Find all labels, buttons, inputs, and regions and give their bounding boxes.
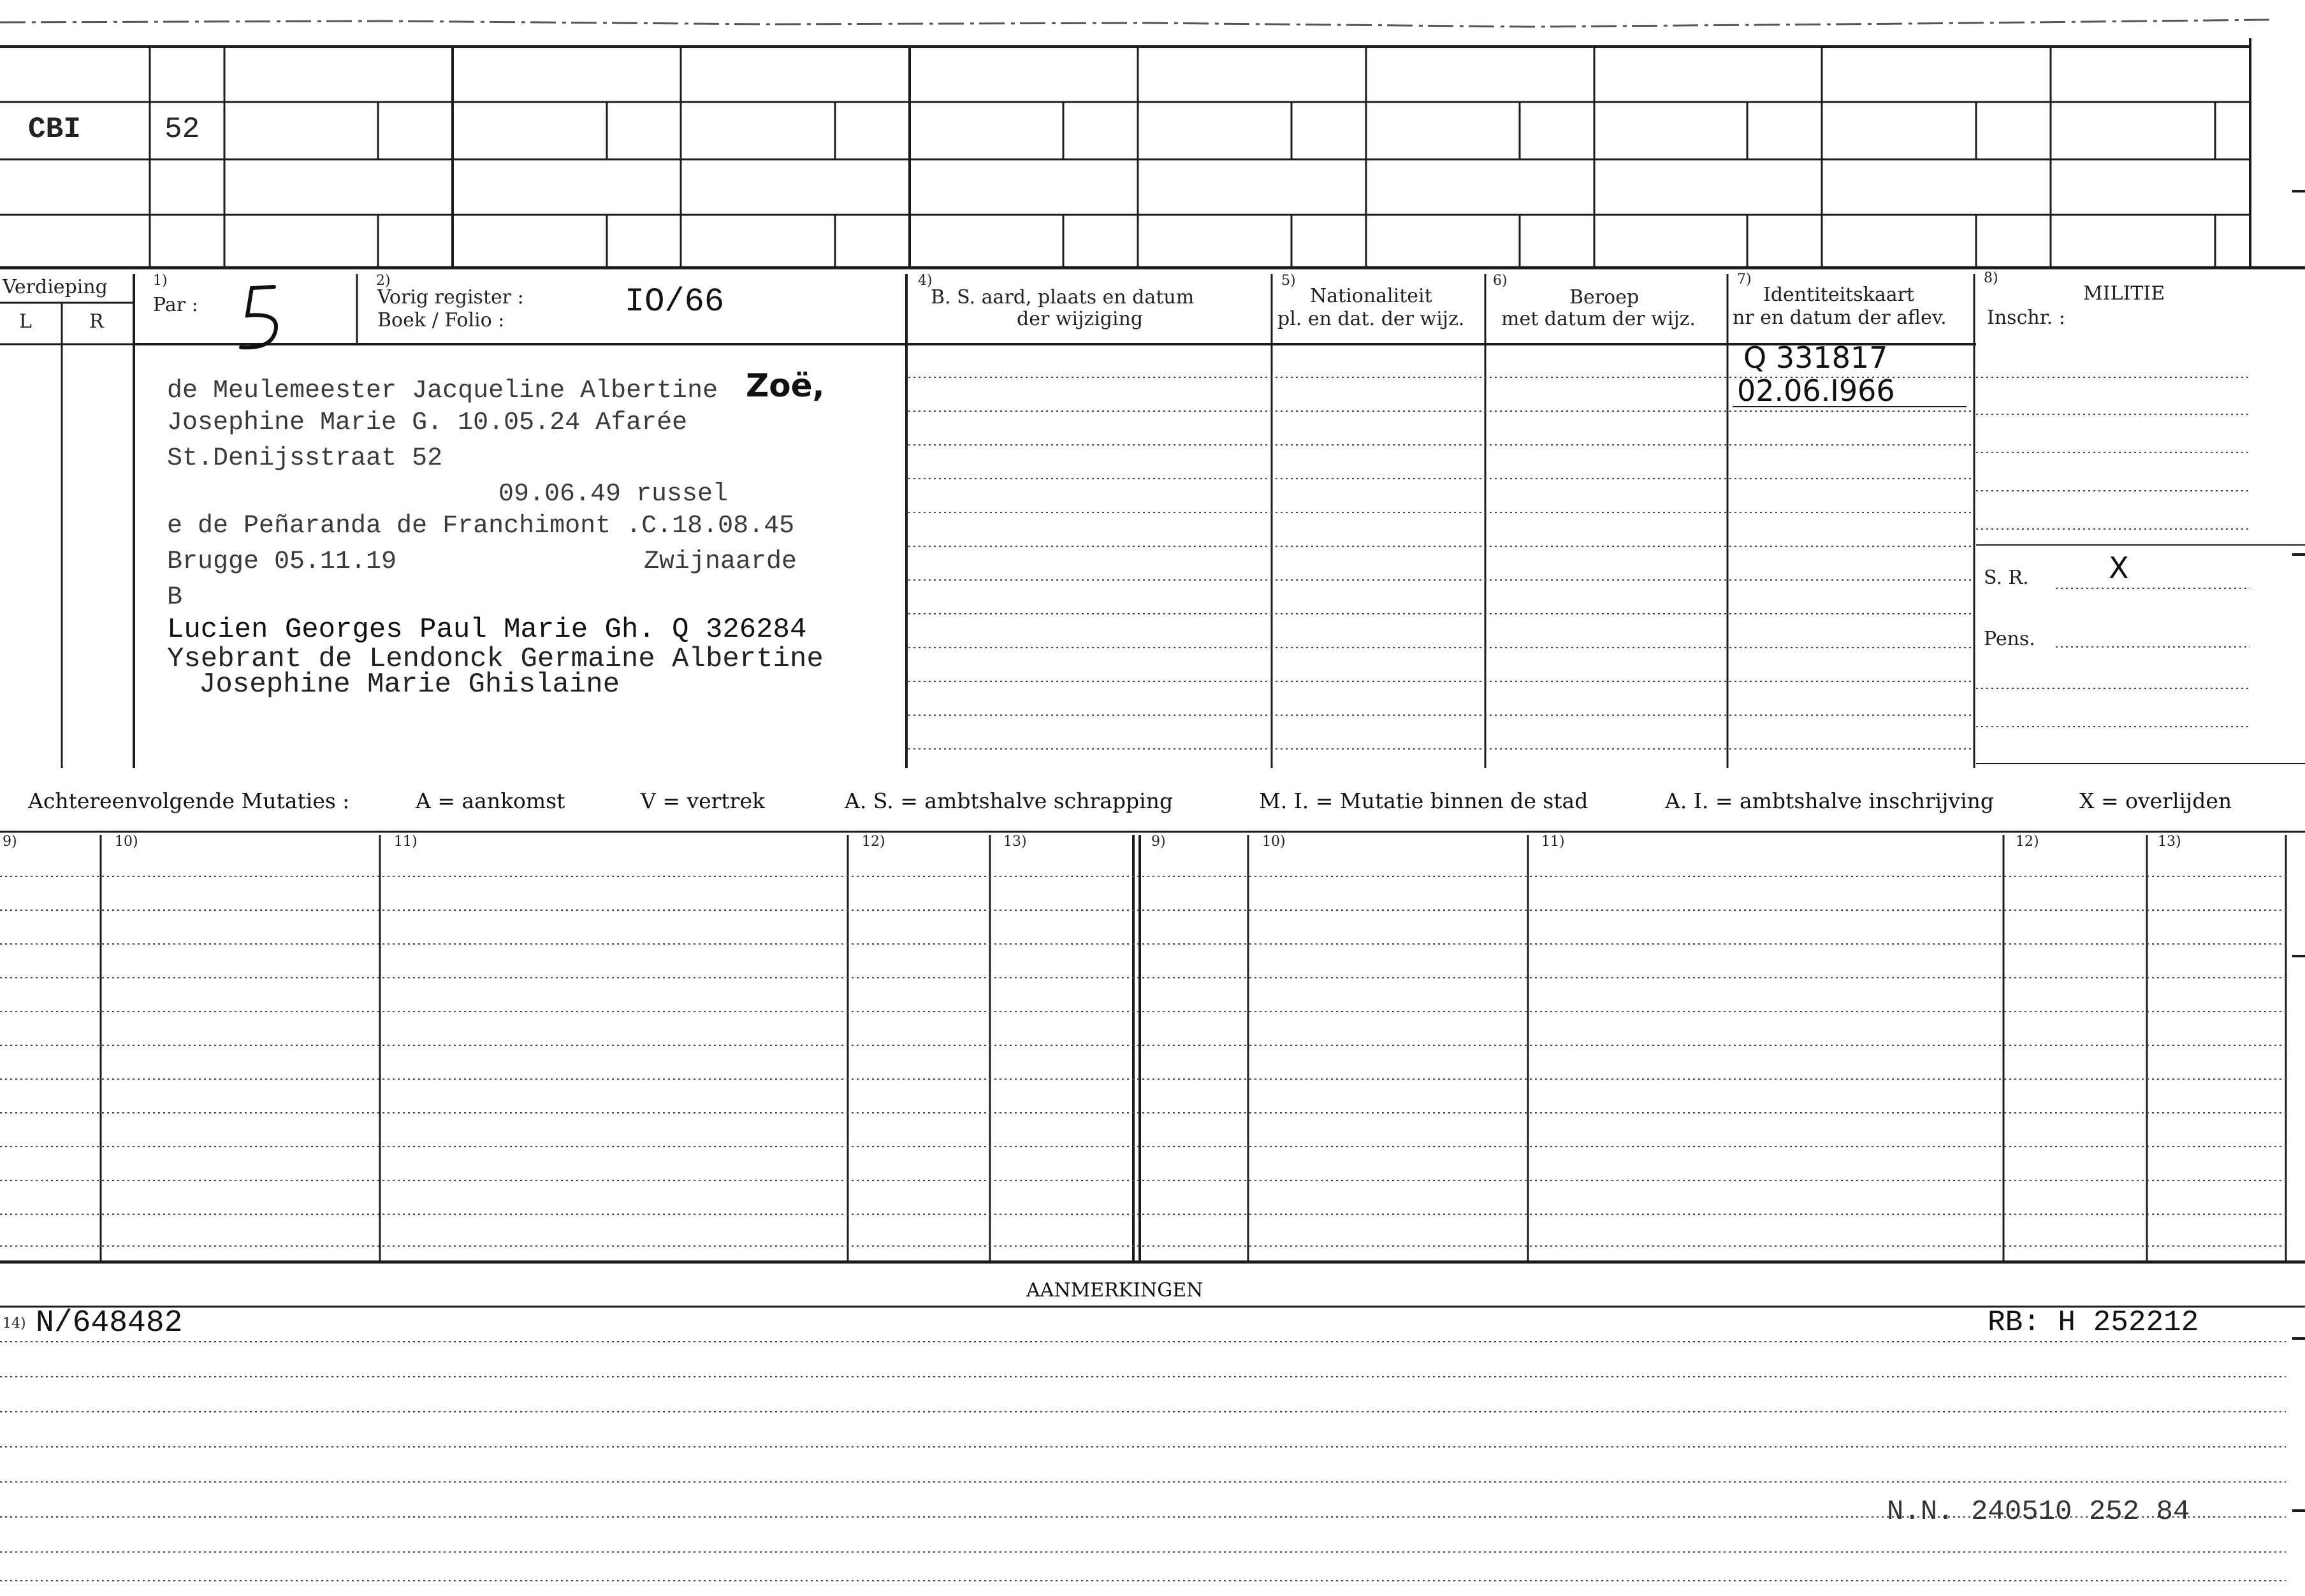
top-code: CBI [28,113,81,146]
col1-number: 1) [153,273,168,289]
person-line-3: St.Denijsstraat 52 [167,444,443,473]
col6-header-line1: Beroep [1569,286,1640,308]
l-label: L [19,310,32,333]
vorig-register-value: IO/66 [625,283,725,321]
col7-header-line2: nr en datum der aflev. [1733,307,1947,329]
mut-col-13: 13) [1003,834,1027,850]
mutatie-mi: M. I. = Mutatie binnen de stad [1259,788,1589,813]
col5-header-line2: pl. en dat. der wijz. [1277,308,1465,330]
mutatie-ai: A. I. = ambtshalve inschrijving [1665,788,1995,813]
national-number: N.N. 240510 252 84 [1887,1496,2190,1528]
person-line-6: Brugge 05.11.19 [167,548,397,576]
col2-number: 2) [376,273,391,289]
col7-number: 7) [1737,272,1752,287]
remarks-number: 14) [3,1316,26,1331]
mutatie-a: A = aankomst [416,788,565,813]
mut-col-10: 10) [115,834,138,850]
boek-folio-label: Boek / Folio : [377,309,505,331]
mut-col-12b: 12) [2016,834,2039,850]
person-line-2: Josephine Marie G. 10.05.24 Afarée [167,409,688,437]
mut-col-11: 11) [394,834,418,850]
sr-label: S. R. [1984,567,2029,589]
mut-col-13b: 13) [2158,834,2181,850]
col4-number: 4) [918,273,933,289]
vorig-register-label: Vorig register : [377,286,524,308]
col7-header-line1: Identiteitskaart [1763,284,1914,306]
person-line-7: B [167,583,183,612]
mutatie-x: X = overlijden [2079,788,2232,813]
top-number: 52 [164,113,200,146]
person-line-5: e de Peñaranda de Franchimont .C.18.08.45 [167,512,795,540]
col8-header-line1: MILITIE [2083,282,2165,305]
person-line-8: Lucien Georges Paul Marie Gh. Q 326284 [167,614,807,646]
person-line-1-handwritten: Zoë, [746,367,825,404]
mutatie-as: A. S. = ambtshalve schrapping [845,788,1174,813]
mut-col-11b: 11) [1541,834,1565,850]
id-card-number: Q 331817 [1743,340,1888,375]
remarks-left-value: N/648482 [36,1306,183,1340]
handwritten-par-value-mark [241,287,276,347]
person-line-10: Josephine Marie Ghislaine [199,669,620,700]
person-line-6b: Zwijnaarde [644,548,797,576]
mut-col-9b: 9) [1151,834,1166,850]
remarks-title: AANMERKINGEN [1026,1279,1203,1302]
col5-number: 5) [1281,273,1296,289]
verdieping-label: Verdieping [3,276,108,298]
person-line-1: de Meulemeester Jacqueline Albertine [167,377,718,405]
mutaties-title: Achtereenvolgende Mutaties : [28,788,350,813]
col6-number: 6) [1493,273,1508,289]
person-line-4: 09.06.49 russel [498,480,729,509]
col4-header-line1: B. S. aard, plaats en datum [931,286,1195,308]
col8-number: 8) [1984,270,1998,286]
pens-label: Pens. [1984,628,2035,650]
col5-header-line1: Nationaliteit [1310,285,1432,307]
mut-col-12: 12) [862,834,885,850]
sr-value: X [2109,551,2129,585]
par-label: Par : [153,294,198,316]
mut-col-9: 9) [3,834,17,850]
col4-header-line2: der wijziging [1017,308,1144,330]
col6-header-line2: met datum der wijz. [1501,308,1696,330]
mutatie-v: V = vertrek [641,788,765,813]
person-line-9: Ysebrant de Lendonck Germaine Albertine [167,643,824,675]
r-label: R [89,310,104,333]
remarks-right-value: RB: H 252212 [1988,1306,2199,1339]
col8-header-line2: Inschr. : [1987,307,2065,329]
mut-col-10b: 10) [1262,834,1286,850]
id-card-date: 02.06.I966 [1737,374,1895,408]
